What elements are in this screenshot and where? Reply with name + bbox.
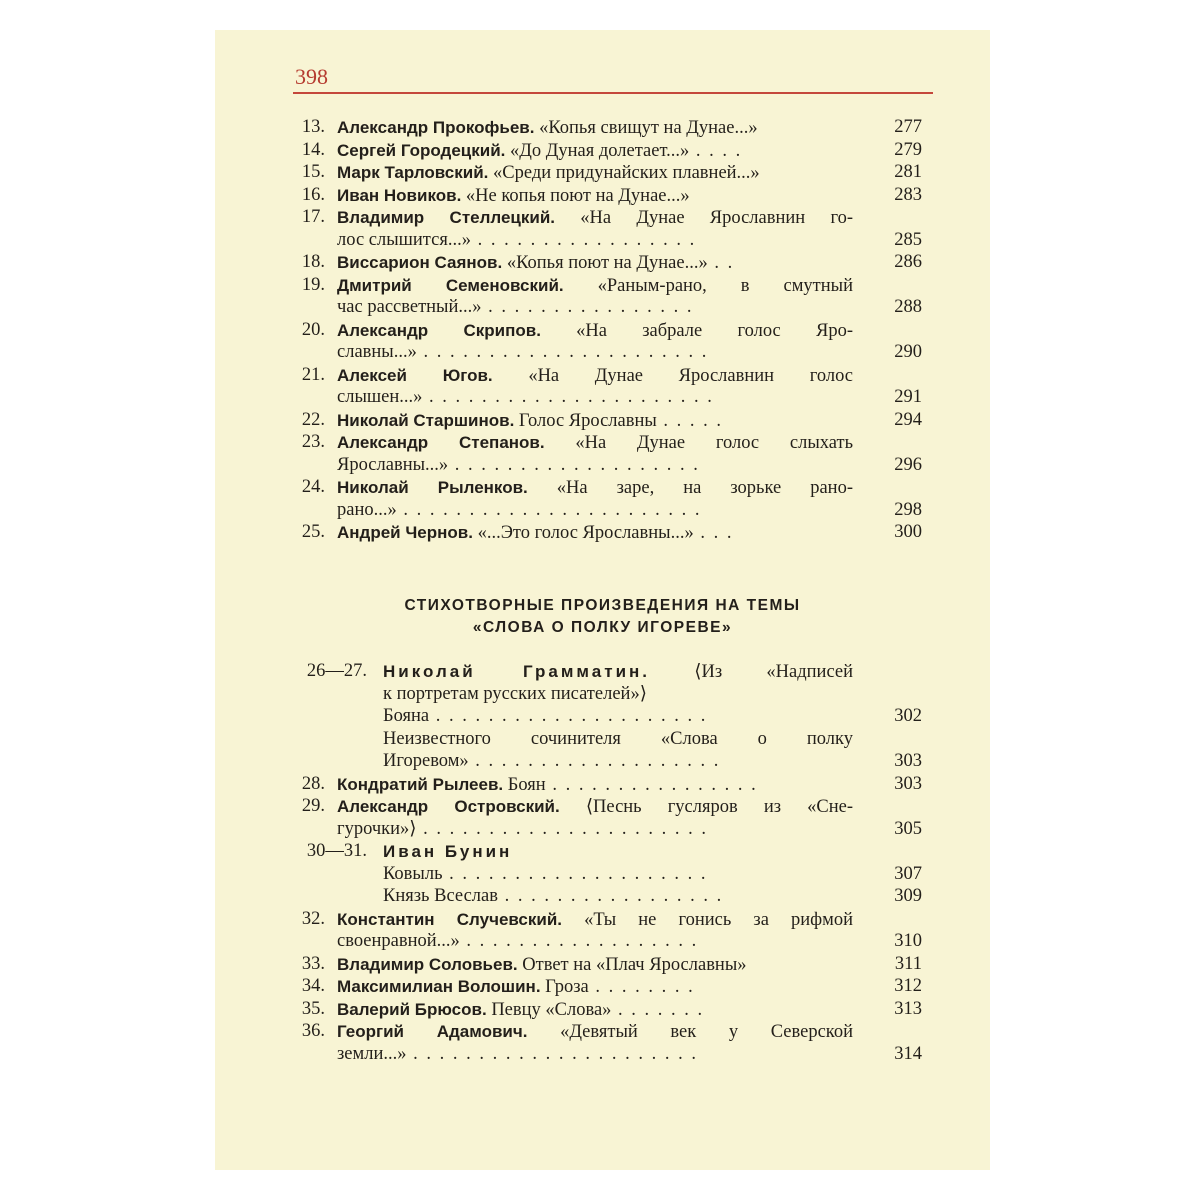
entry-text [337, 251, 853, 274]
dot-leader: . . [707, 253, 735, 273]
entry-title: «До Дуная долетает...» [505, 140, 690, 161]
dot-leader: . . . . . . . . . . . . . . . . . . . . . . . [396, 499, 702, 520]
entry-text-continued [337, 341, 853, 364]
table-of-contents [215, 30, 990, 1170]
dot-leader: . . . . . . . . . . . . . . . . . . . . . . [416, 342, 709, 362]
entry-author: Николай Рыленков. [337, 478, 528, 497]
entry-page: 302 [894, 706, 922, 726]
entry-title-continued: славны...» [337, 342, 417, 362]
entry-page: 283 [894, 184, 922, 205]
entry-number: 30—31. [306, 841, 367, 861]
entry-page: 286 [894, 252, 922, 272]
entry-title: «На заре, на зорьке рано- [527, 478, 853, 498]
dot-leader: . . . . . . . . . . . . . . . . [481, 297, 694, 317]
entry-title: «На забрале голос Яро- [540, 320, 853, 341]
sub-entry-title: Ковыль [383, 863, 443, 884]
entry-number: 32. [301, 908, 325, 929]
entry-author: Кондратий Рылеев. [337, 774, 504, 794]
entry-text-continued [337, 386, 853, 409]
entry-author: Николай Старшинов. [337, 410, 515, 430]
entry-title: ⟨Из «Надписей [650, 662, 853, 682]
entry-number: 22. [301, 409, 325, 430]
entry-text-continued [337, 229, 853, 252]
entry-title: «На Дунае голос слыхать [544, 433, 853, 453]
entry-title: Гроза [540, 977, 589, 997]
dot-leader: . . . . . . . . . . . . . . . . . [497, 886, 724, 906]
entry-page: 277 [894, 117, 922, 137]
entry-page: 307 [894, 863, 922, 884]
entry-author: Николай Грамматин. [383, 662, 651, 681]
entry-number: 35. [301, 998, 325, 1019]
sub-entry-text [383, 863, 853, 886]
entry-text-continued [337, 1043, 853, 1066]
entry-title: «Копья поют на Дунае...» [502, 253, 708, 273]
sub-entry-text [383, 885, 853, 908]
dot-leader: . . . . . . . . . . . . . . . . . . . [448, 454, 700, 475]
entry-text [337, 953, 853, 976]
entry-text-continued [337, 818, 853, 841]
dot-leader: . . . . . . . . . . . . . . . . . . . . . [429, 706, 708, 726]
entry-title: Ответ на «Плач Ярославны» [517, 954, 747, 975]
entry-title-continued: своенравной...» [337, 931, 460, 951]
entry-number: 23. [301, 432, 325, 452]
entry-text [337, 161, 853, 184]
entry-page: 300 [894, 522, 922, 542]
entry-number: 18. [301, 252, 325, 272]
entry-number: 13. [301, 117, 325, 137]
entry-number: 14. [301, 139, 325, 160]
entry-text [337, 795, 853, 818]
entry-text [383, 840, 853, 863]
entry-text [337, 116, 853, 139]
entry-page: 285 [894, 229, 922, 250]
entry-number: 36. [301, 1021, 325, 1041]
entry-text-continued [337, 930, 853, 953]
sub-entry-text [383, 705, 853, 728]
entry-page: 296 [894, 454, 922, 475]
entry-author: Виссарион Саянов. [337, 253, 503, 272]
entry-author: Иван Бунин [383, 842, 513, 861]
sub-entry-title-continued: Игоревом» [383, 751, 469, 771]
entry-title: «Ты не гонись за рифмой [562, 909, 853, 930]
entry-text-continued [337, 499, 853, 522]
entry-author: Сергей Городецкий. [337, 140, 506, 160]
dot-leader: . . . . [689, 140, 743, 161]
entry-author: Владимир Стеллецкий. [337, 208, 556, 227]
entry-author: Александр Скрипов. [337, 320, 541, 340]
entry-page: 281 [894, 162, 922, 182]
entry-number: 17. [301, 207, 325, 227]
entry-page: 294 [894, 409, 922, 430]
entry-title-continued: гурочки»⟩ [337, 818, 417, 839]
entry-author: Александр Островский. [337, 797, 560, 816]
entry-text [337, 184, 853, 207]
entry-author: Марк Тарловский. [337, 163, 489, 182]
sub-entry-text-continued [383, 750, 853, 773]
entry-title: Боян [503, 774, 546, 795]
entry-title-continued: Ярославны...» [337, 454, 449, 475]
entry-page: 305 [894, 818, 922, 839]
entry-number: 34. [301, 976, 325, 996]
entry-number: 26—27. [306, 661, 367, 681]
entry-page: 312 [894, 976, 922, 996]
entry-text [337, 431, 853, 454]
dot-leader: . . . . . . . . . . . . . . . . . . . . . . [416, 818, 709, 839]
entry-page: 313 [894, 998, 922, 1019]
entry-page: 311 [894, 953, 922, 974]
dot-leader: . . . . . . . . . . . . . . . . . . . . . . [406, 1043, 698, 1064]
section-heading-subtitle: «СЛОВА О ПОЛКУ ИГОРЕВЕ» [472, 619, 733, 636]
entry-title: Голос Ярославны [514, 410, 657, 431]
dot-leader: . . . . . . . . . . . . . . . . . . [459, 931, 699, 951]
entry-text [337, 521, 853, 544]
entry-number: 15. [301, 162, 325, 182]
entry-title: «На Дунае Ярославнин голос [492, 365, 853, 386]
entry-title: «Среди придунайских плавней...» [488, 163, 760, 183]
dot-leader: . . . . . . . . [588, 977, 695, 997]
entry-text [337, 139, 853, 162]
entry-text-continued [383, 683, 853, 706]
dot-leader: . . . . . . . . . . . . . . . . . . . . . . [422, 387, 714, 407]
entry-text [337, 1020, 853, 1043]
entry-text [337, 908, 853, 931]
entry-text [337, 476, 853, 499]
entry-number: 20. [301, 319, 325, 340]
section-heading: СТИХОТВОРНЫЕ ПРОИЗВЕДЕНИЯ НА ТЕМЫ [404, 597, 801, 614]
entry-title-continued: земли...» [337, 1043, 407, 1064]
entry-page: 279 [894, 139, 922, 160]
entry-author: Максимилиан Волошин. [337, 977, 541, 996]
entry-title-continued: к портретам русских писателей»⟩ [383, 683, 647, 704]
entry-text [337, 773, 853, 796]
dot-leader: . . . . . . . . . . . . . . . . [545, 774, 758, 795]
entry-text [337, 319, 853, 342]
entry-page: 298 [894, 499, 922, 520]
entry-title: «На Дунае Ярославнин го- [555, 208, 853, 228]
entry-author: Алексей Югов. [337, 365, 493, 385]
entry-page: 290 [894, 342, 922, 362]
entry-text-continued [337, 454, 853, 477]
entry-page: 291 [894, 387, 922, 407]
entry-author: Александр Прокофьев. [337, 118, 535, 137]
entry-page: 310 [894, 931, 922, 951]
entry-title-continued: слышен...» [337, 387, 423, 407]
entry-author: Владимир Соловьев. [337, 954, 518, 974]
entry-title: «...Это голос Ярославны...» [472, 523, 694, 543]
entry-text-continued [337, 296, 853, 319]
entry-text [337, 274, 853, 297]
entry-page: 309 [894, 886, 922, 906]
entry-title: Певцу «Слова» [486, 999, 612, 1020]
entry-title: «Копья свищут на Дунае...» [534, 118, 758, 138]
book-page [215, 30, 990, 1170]
entry-number: 25. [301, 522, 325, 542]
dot-leader: . . . . . [656, 410, 724, 431]
entry-author: Дмитрий Семеновский. [337, 275, 564, 295]
entry-author: Константин Случевский. [337, 909, 563, 929]
entry-page: 288 [894, 297, 922, 317]
entry-author: Александр Степанов. [337, 433, 545, 452]
entry-author: Андрей Чернов. [337, 523, 473, 542]
entry-number: 29. [301, 796, 325, 816]
entry-number: 28. [301, 773, 325, 794]
entry-page: 314 [894, 1043, 922, 1064]
entry-text [337, 364, 853, 387]
sub-entry-text [383, 728, 853, 751]
entry-text [337, 206, 853, 229]
entry-text [337, 998, 853, 1021]
entry-number: 24. [301, 477, 325, 497]
entry-number: 19. [301, 274, 325, 295]
sub-entry-title: Неизвестного сочинителя «Слова о полку [383, 728, 853, 749]
entry-author: Валерий Брюсов. [337, 999, 487, 1019]
entry-number: 16. [301, 184, 325, 205]
entry-page: 303 [894, 751, 922, 771]
entry-title: «Не копья поют на Дунае...» [461, 185, 690, 206]
entry-number: 21. [301, 364, 325, 385]
dot-leader: . . . . . . . . . . . . . . . . . . . [468, 751, 721, 771]
sub-entry-title: Князь Всеслав [383, 886, 498, 906]
entry-title: «Раным-рано, в смутный [563, 275, 853, 296]
entry-author: Георгий Адамович. [337, 1022, 528, 1041]
entry-author: Иван Новиков. [337, 185, 462, 205]
dot-leader: . . . [693, 523, 734, 543]
dot-leader: . . . . . . . [611, 999, 705, 1020]
entry-title: «Девятый век у Северской [527, 1022, 853, 1042]
dot-leader: . . . . . . . . . . . . . . . . . . . . [442, 863, 708, 884]
entry-text [337, 975, 853, 998]
dot-leader: . . . . . . . . . . . . . . . . . [470, 229, 697, 250]
entry-title-continued: час рассветный...» [337, 297, 482, 317]
page-number: 398 [295, 64, 328, 89]
entry-text [383, 660, 853, 683]
entry-number: 33. [301, 953, 325, 974]
entry-title: ⟨Песнь гусляров из «Сне- [559, 797, 853, 817]
entry-title-continued: лос слышится...» [337, 229, 471, 250]
entry-title-continued: рано...» [337, 499, 397, 520]
sub-entry-title: Бояна [383, 706, 430, 726]
entry-text [337, 409, 853, 432]
entry-page: 303 [894, 773, 922, 794]
